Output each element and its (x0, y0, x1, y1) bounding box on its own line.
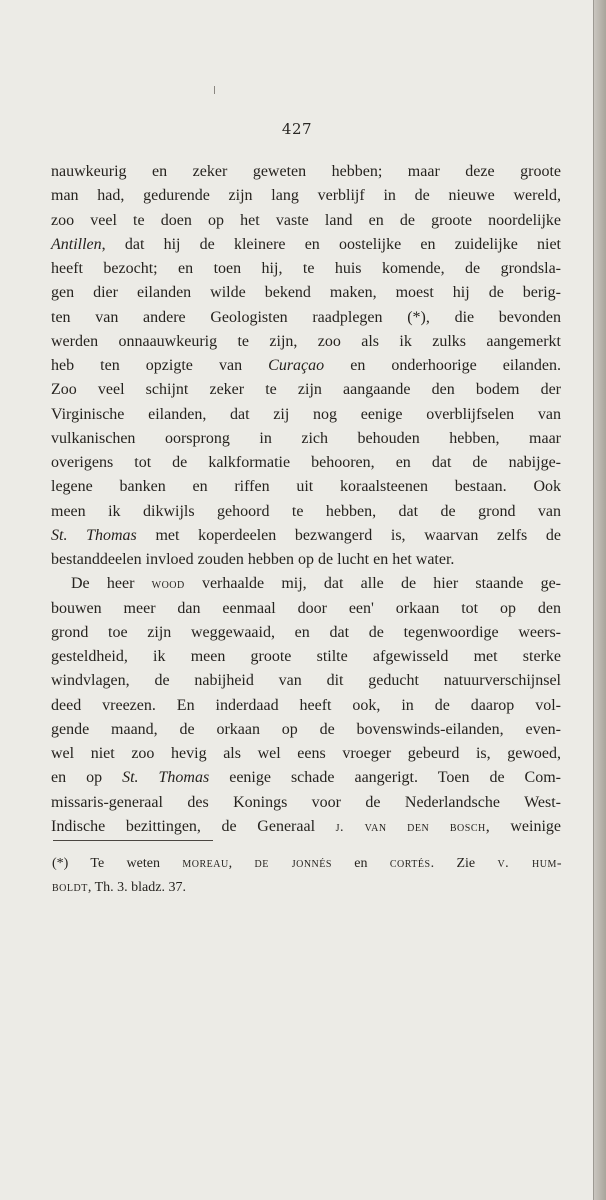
text-line: St. Thomas met koperdeelen bezwangerd is, waarvan zelfs de (51, 526, 561, 544)
text-line: windvlagen, de nabijheid van dit geducht natuurverschijnsel (51, 672, 561, 690)
footnote-divider (53, 840, 213, 841)
text-line: en op St. Thomas eenige schade aangerigt. Toen de Com- (51, 769, 561, 787)
text-line: missaris-generaal des Konings voor de Nederlandsche West- (51, 793, 561, 811)
italic-name: Curaçao (268, 357, 325, 374)
text-line: legene banken en riffen uit koraalsteenen bestaan. Ook (51, 478, 561, 496)
text-line: bestanddeelen invloed zouden hebben op de lucht en het water. (51, 551, 455, 568)
text-line: deed vreezen. En inderdaad heeft ook, in de daarop vol- (51, 696, 561, 714)
text-line: ten van andere Geologisten raadplegen (*), die bevonden (51, 308, 561, 326)
text-line: gesteldheid, ik meen groote stilte afgewisseld met sterke (51, 648, 561, 665)
text-line: Virginische eilanden, dat zij nog eenige overblijfselen van (51, 405, 561, 423)
text-line: Indische bezittingen, de Generaal j. van den bosch, weinige (51, 817, 561, 835)
text-line: nauwkeurig en zeker geweten hebben; maar deze groote (51, 163, 561, 180)
italic-name: St. Thomas (51, 526, 137, 544)
text-line: gen dier eilanden wilde bekend maken, moest hij de berig- (51, 284, 561, 302)
italic-name: St. Thomas (122, 769, 210, 787)
text-line: gende maand, de orkaan op de bovenswinds-eilanden, even- (51, 720, 561, 738)
text-line: meen ik dikwijls gehoord te hebben, dat de grond van (51, 502, 561, 520)
text-line: Zoo veel schijnt zeker te zijn aangaande den bodem der (51, 381, 561, 399)
text-line: zoo veel te doen op het vaste land en de groote noordelijke (51, 211, 561, 229)
text-line: vulkanischen oorsprong in zich behouden hebben, maar (51, 429, 561, 447)
text-line: man had, gedurende zijn lang verblijf in de nieuwe wereld, (51, 187, 561, 205)
text-line: Antillen, dat hij de kleinere en oostelijke en zuidelijke niet (51, 235, 561, 253)
text-line: De heer wood verhaalde mij, dat alle de hier staande ge- (71, 575, 561, 593)
footnote (36, 852, 562, 900)
text-line: overigens tot de kalkformatie behooren, en dat de nabijge- (51, 454, 561, 471)
small-caps-name: j. van den bosch (335, 819, 486, 835)
footnote-line: (*) Te weten moreau, de jonnés en cortés. Zie v. hum- (52, 856, 563, 871)
text-line: werden onnaauwkeurig te zijn, zoo als ik zulks aangemerkt (51, 332, 561, 350)
small-caps-name: wood (151, 577, 185, 593)
page-number: 427 (281, 120, 313, 138)
footnote-line: boldt, Th. 3. bladz. 37. (52, 880, 186, 895)
text-line: heeft bezocht; en toen hij, te huis komende, de grondsla- (51, 260, 561, 277)
text-line: heb ten opzigte van Curaçao en onderhoorige eilanden. (51, 357, 561, 374)
italic-name: Antillen (51, 235, 102, 253)
page-edge (594, 0, 606, 1200)
text-line: wel niet zoo hevig als wel eens vroeger gebeurd is, gewoed, (51, 745, 561, 762)
text-line: grond toe zijn weggewaaid, en dat de tegenwoordige weers- (51, 623, 561, 641)
body-text (51, 160, 561, 839)
text-line: bouwen meer dan eenmaal door een' orkaan tot op den (51, 599, 561, 617)
page-mark (214, 86, 215, 94)
